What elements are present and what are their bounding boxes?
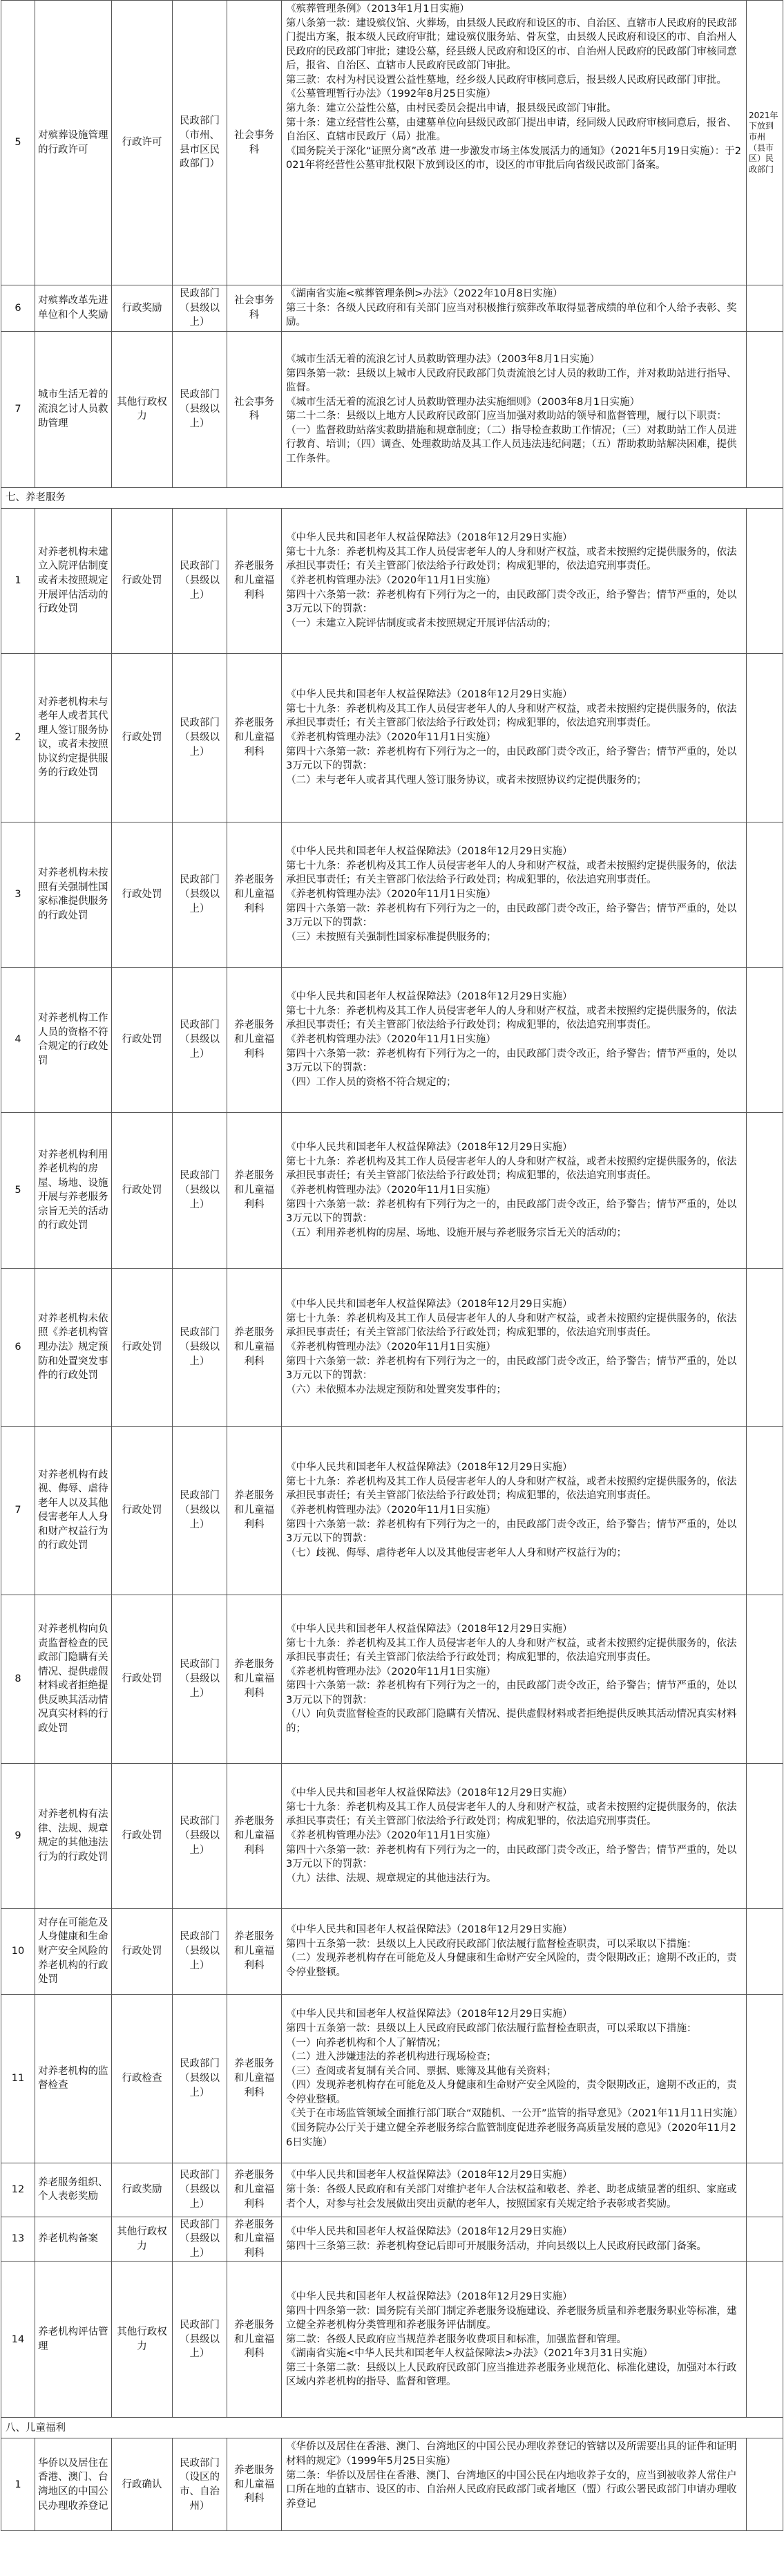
- implementing-department: 民政部门（县级以上）: [173, 2217, 227, 2262]
- table-row: [1, 1426, 783, 1595]
- implementing-department: 民政部门（县级以上）: [173, 331, 227, 487]
- remarks: [747, 2217, 783, 2262]
- legal-basis-line: 《中华人民共和国老年人权益保障法》（2018年12月29日实施）: [286, 1462, 573, 1474]
- legal-basis: [282, 822, 747, 967]
- remarks: [747, 2262, 783, 2418]
- implementing-department: 民政部门（县级以上）: [173, 1268, 227, 1426]
- legal-basis-line: 第八条第一款：建设殡仪馆、火葬场，由县级人民政府和设区的市、自治区、直辖市人民政府的民政部门提出方案，报本级人民政府审批；建设殡仪服务站、骨灰堂，由县级人民政府和设区的市、自治州人民政府的民政部门审批；建设公墓，经县级人民政府和设区的市、自治州人民政府的民政部门审核同意后，报省、自治区、直辖市人民政府民政部门审批。: [286, 17, 737, 72]
- implementing-department: 民政部门（县级以上）: [173, 1426, 227, 1595]
- remarks: [747, 1595, 783, 1763]
- responsible-office: 养老服务和儿童福利科: [227, 508, 282, 653]
- item-name: 对养老机构未与老年人或者其代理人签订服务协议，或者未按照协议约定提供服务的行政处罚: [35, 653, 112, 822]
- item-number: 1: [1, 2438, 35, 2531]
- responsible-office: 养老服务和儿童福利科: [227, 2262, 282, 2418]
- implementing-department: 民政部门（县级以上）: [173, 285, 227, 332]
- implementing-department: 民政部门（县级以上）: [173, 1763, 227, 1908]
- item-number: 7: [1, 331, 35, 487]
- remarks: [747, 331, 783, 487]
- table-row: [1, 1112, 783, 1268]
- legal-basis-line: 《中华人民共和国老年人权益保障法》（2018年12月29日实施）: [286, 2291, 573, 2302]
- table-row: [1, 2262, 783, 2418]
- table-row: [1, 2438, 783, 2531]
- item-name: 养老机构评估管理: [35, 2262, 112, 2418]
- item-type: 行政确认: [112, 2438, 173, 2531]
- legal-basis-line: 第四十五条第一款：县级以上人民政府民政部门依法履行监督检查职责，可以采取以下措施：: [286, 2022, 697, 2034]
- implementing-department: 民政部门（县级以上）: [173, 1595, 227, 1763]
- responsible-office: 养老服务和儿童福利科: [227, 1994, 282, 2163]
- legal-basis-line: 《中华人民共和国老年人权益保障法》（2018年12月29日实施）: [286, 532, 573, 544]
- item-number: 7: [1, 1426, 35, 1595]
- legal-basis-line: 第三十条第二款：县级以上人民政府民政部门应当推进养老服务业规范化、标准化建设，加强对本行政区域内养老机构的指导、监督和管理。: [286, 2362, 737, 2388]
- table-row: [1, 967, 783, 1112]
- legal-basis-line: 《中华人民共和国老年人权益保障法》（2018年12月29日实施）: [286, 2170, 573, 2181]
- legal-basis-line: 《湖南省实施<殡葬管理条例>办法》（2022年10月8日实施）: [286, 288, 563, 299]
- section-header-row: [1, 2418, 783, 2438]
- item-name: 对养老机构有法律、法规、规章规定的其他违法行为的行政处罚: [35, 1763, 112, 1908]
- legal-basis-line: （六）未依照本办法规定预防和处置突发事件的；: [286, 1384, 506, 1395]
- responsible-office: 社会事务科: [227, 1, 282, 285]
- legal-basis: [282, 2262, 747, 2418]
- legal-basis-line: 《中华人民共和国老年人权益保障法》（2018年12月29日实施）: [286, 2226, 573, 2238]
- legal-basis-line: 第二十二条：县级以上地方人民政府民政部门应当加强对救助站的领导和监督管理，履行以下职责：（一）监督救助站落实救助措施和规章制度；（二）指导检查救助工作情况；（三）对救助站工作人员进行教育、培训；（四）调查、处理救助站及其工作人员违法违纪问题；（五）帮助救助站解决困难，提供工作条件。: [286, 411, 737, 464]
- legal-basis-line: 《中华人民共和国老年人权益保障法》（2018年12月29日实施）: [286, 1623, 573, 1635]
- item-number: 9: [1, 1763, 35, 1908]
- table-row: [1, 2163, 783, 2217]
- legal-basis-line: 《养老机构管理办法》（2020年11月1日实施）: [286, 731, 496, 743]
- responsible-office: 养老服务和儿童福利科: [227, 1908, 282, 1994]
- item-type: 行政处罚: [112, 967, 173, 1112]
- item-type: 其他行政权力: [112, 331, 173, 487]
- item-number: 6: [1, 1268, 35, 1426]
- implementing-department: 民政部门（县级以上）: [173, 653, 227, 822]
- legal-basis-line: 第四十六条第一款：养老机构有下列行为之一的，由民政部门责令改正，给予警告；情节严重的，处以3万元以下的罚款：: [286, 1844, 737, 1870]
- legal-basis-line: 《养老机构管理办法》（2020年11月1日实施）: [286, 1666, 496, 1677]
- item-name: 对养老机构向负责监督检查的民政部门隐瞒有关情况、提供虚假材料或者拒绝提供反映其活动情况真实材料的行政处罚: [35, 1595, 112, 1763]
- legal-basis: [282, 1, 747, 285]
- responsible-office: 社会事务科: [227, 331, 282, 487]
- legal-basis-line: 第二款：各级人民政府应当规范养老服务收费项目和标准，加强监督和管理。: [286, 2333, 627, 2345]
- legal-basis-line: 《养老机构管理办法》（2020年11月1日实施）: [286, 574, 496, 586]
- item-number: 13: [1, 2217, 35, 2262]
- item-type: 其他行政权力: [112, 2262, 173, 2418]
- responsible-office: 养老服务和儿童福利科: [227, 2438, 282, 2531]
- legal-basis-line: （二）发现养老机构存在可能危及人身健康和生命财产安全风险的，责令限期改正；逾期不改正的，责令停业整顿。: [286, 1953, 737, 1978]
- legal-basis-line: （三）未按照有关强制性国家标准提供服务的；: [286, 931, 497, 943]
- remarks: [747, 1426, 783, 1595]
- legal-basis-line: 《养老机构管理办法》（2020年11月1日实施）: [286, 1504, 496, 1516]
- item-name: 对养老机构的监督检查: [35, 1994, 112, 2163]
- item-type: 行政处罚: [112, 1426, 173, 1595]
- responsible-office: 养老服务和儿童福利科: [227, 1426, 282, 1595]
- legal-basis-line: 第七十九条：养老机构及其工作人员侵害老年人的人身和财产权益，或者未按照约定提供服务的，依法承担民事责任；有关主管部门依法给予行政处罚；构成犯罪的，依法追究刑事责任。: [286, 1476, 737, 1502]
- legal-basis-line: 《殡葬管理条例》（2013年1月1日实施）: [286, 3, 470, 15]
- legal-basis: [282, 1112, 747, 1268]
- power-list-table: [1, 0, 783, 2531]
- item-type: 行政处罚: [112, 1595, 173, 1763]
- legal-basis-line: 第四十六条第一款：养老机构有下列行为之一的，由民政部门责令改正，给予警告；情节严重的，处以3万元以下的罚款：: [286, 746, 737, 772]
- legal-basis-line: 第九条：建立公益性公墓，由村民委员会提出申请，报县级民政部门审批。: [286, 103, 617, 115]
- item-number: 14: [1, 2262, 35, 2418]
- section-title: 八、儿童福利: [1, 2418, 783, 2438]
- legal-basis-line: 第三十条：各级人民政府和有关部门应当对积极推行殡葬改革取得显著成绩的单位和个人给予表彰、奖励。: [286, 302, 737, 328]
- legal-basis-line: 《中华人民共和国老年人权益保障法》（2018年12月29日实施）: [286, 689, 573, 701]
- legal-basis-line: 《养老机构管理办法》（2020年11月1日实施）: [286, 888, 496, 900]
- remarks: [747, 2438, 783, 2531]
- responsible-office: 养老服务和儿童福利科: [227, 653, 282, 822]
- item-name: 养老服务组织、个人表彰奖励: [35, 2163, 112, 2217]
- section-title: 七、养老服务: [1, 487, 783, 508]
- item-name: 对养老机构有歧视、侮辱、虐待老年人以及其他侵害老年人人身和财产权益行为的行政处罚: [35, 1426, 112, 1595]
- legal-basis: [282, 1994, 747, 2163]
- remarks: [747, 967, 783, 1112]
- item-number: 10: [1, 1908, 35, 1994]
- remarks: [747, 1763, 783, 1908]
- legal-basis: [282, 1908, 747, 1994]
- responsible-office: 养老服务和儿童福利科: [227, 1595, 282, 1763]
- item-name: 对养老机构利用养老机构的房屋、场地、设施开展与养老服务宗旨无关的活动的行政处罚: [35, 1112, 112, 1268]
- legal-basis-line: 《中华人民共和国老年人权益保障法》（2018年12月29日实施）: [286, 1787, 573, 1799]
- implementing-department: 民政部门（县级以上）: [173, 1994, 227, 2163]
- item-type: 行政检查: [112, 1994, 173, 2163]
- table-row: [1, 508, 783, 653]
- item-type: 行政处罚: [112, 508, 173, 653]
- table-row: [1, 331, 783, 487]
- implementing-department: 民政部门（县级以上）: [173, 1908, 227, 1994]
- remarks: [747, 1268, 783, 1426]
- table-row: [1, 1, 783, 285]
- item-type: 行政许可: [112, 1, 173, 285]
- legal-basis: [282, 331, 747, 487]
- legal-basis: [282, 285, 747, 332]
- legal-basis-line: 第四十三条第三款：养老机构登记后即可开展服务活动，并向县级以上人民政府民政部门备案。: [286, 2240, 707, 2252]
- item-type: 行政处罚: [112, 822, 173, 967]
- implementing-department: 民政部门（设区的市、自治州）: [173, 2438, 227, 2531]
- legal-basis-line: 第四十六条第一款：养老机构有下列行为之一的，由民政部门责令改正，给予警告；情节严重的，处以3万元以下的罚款：: [286, 589, 737, 615]
- item-number: 5: [1, 1, 35, 285]
- table-row: [1, 1763, 783, 1908]
- legal-basis-line: 第七十九条：养老机构及其工作人员侵害老年人的人身和财产权益，或者未按照约定提供服务的，依法承担民事责任；有关主管部门依法给予行政处罚；构成犯罪的，依法追究刑事责任。: [286, 1005, 737, 1031]
- legal-basis-line: 第七十九条：养老机构及其工作人员侵害老年人的人身和财产权益，或者未按照约定提供服务的，依法承担民事责任；有关主管部门依法给予行政处罚；构成犯罪的，依法追究刑事责任。: [286, 1801, 737, 1827]
- item-type: 其他行政权力: [112, 2217, 173, 2262]
- legal-basis-line: 《国务院关于深化“证照分离”改革 进一步激发市场主体发展活力的通知》（2021年5月19日实施）：于2021年将经营性公墓审批权限下放到设区的市，设区的市审批后向省级民政部门备案。: [286, 145, 741, 171]
- legal-basis-line: 《城市生活无着的流浪乞讨人员救助管理办法》（2003年8月1日实施）: [286, 353, 600, 365]
- remarks: [747, 285, 783, 332]
- legal-basis-line: 第十条：各级人民政府和有关部门对维护老年人合法权益和敬老、养老、助老成绩显著的组织、家庭或者个人，对参与社会发展做出突出贡献的老年人，按照国家有关规定给予表彰或者奖励。: [286, 2183, 737, 2210]
- remarks: [747, 1112, 783, 1268]
- responsible-office: 养老服务和儿童福利科: [227, 1112, 282, 1268]
- item-name: 对养老机构工作人员的资格不符合规定的行政处罚: [35, 967, 112, 1112]
- remarks: [747, 1908, 783, 1994]
- item-name: 城市生活无着的流浪乞讨人员救助管理: [35, 331, 112, 487]
- legal-basis-line: 第七十九条：养老机构及其工作人员侵害老年人的人身和财产权益，或者未按照约定提供服务的，依法承担民事责任；有关主管部门依法给予行政处罚；构成犯罪的，依法追究刑事责任。: [286, 1637, 737, 1664]
- table-row: [1, 1268, 783, 1426]
- responsible-office: 养老服务和儿童福利科: [227, 967, 282, 1112]
- responsible-office: 社会事务科: [227, 285, 282, 332]
- legal-basis-line: 第七十九条：养老机构及其工作人员侵害老年人的人身和财产权益，或者未按照约定提供服务的，依法承担民事责任；有关主管部门依法给予行政处罚；构成犯罪的，依法追究刑事责任。: [286, 1313, 737, 1339]
- item-number: 6: [1, 285, 35, 332]
- legal-basis: [282, 508, 747, 653]
- legal-basis-line: （一）未建立入院评估制度或者未按照规定开展评估活动的；: [286, 617, 557, 629]
- item-type: 行政处罚: [112, 653, 173, 822]
- legal-basis: [282, 653, 747, 822]
- item-number: 5: [1, 1112, 35, 1268]
- section-header-row: [1, 487, 783, 508]
- item-type: 行政处罚: [112, 1908, 173, 1994]
- item-name: 对养老机构未依照《养老机构管理办法》规定预防和处置突发事件的行政处罚: [35, 1268, 112, 1426]
- remarks: [747, 2163, 783, 2217]
- legal-basis: [282, 967, 747, 1112]
- legal-basis: [282, 1268, 747, 1426]
- legal-basis-line: 《养老机构管理办法》（2020年11月1日实施）: [286, 1184, 496, 1196]
- legal-basis-line: 第四十六条第一款：养老机构有下列行为之一的，由民政部门责令改正，给予警告；情节严重的，处以3万元以下的罚款：: [286, 1048, 737, 1074]
- legal-basis-line: （一）向养老机构和个人了解情况；: [286, 2037, 446, 2049]
- responsible-office: 养老服务和儿童福利科: [227, 2217, 282, 2262]
- legal-basis: [282, 1595, 747, 1763]
- legal-basis-line: 《公墓管理暂行办法》（1992年8月25日实施）: [286, 88, 496, 100]
- responsible-office: 养老服务和儿童福利科: [227, 2163, 282, 2217]
- item-name: 华侨以及居住在香港、澳门、台湾地区的中国公民办理收养登记: [35, 2438, 112, 2531]
- legal-basis-line: 《华侨以及居住在香港、澳门、台湾地区的中国公民办理收养登记的管辖以及所需要出具的证件和证明材料的规定》（1999年5月25日实施）: [286, 2441, 737, 2467]
- table-row: [1, 1994, 783, 2163]
- legal-basis-line: 《养老机构管理办法》（2020年11月1日实施）: [286, 1341, 496, 1353]
- responsible-office: 养老服务和儿童福利科: [227, 1763, 282, 1908]
- implementing-department: 民政部门（县级以上）: [173, 2163, 227, 2217]
- item-name: 养老机构备案: [35, 2217, 112, 2262]
- legal-basis-line: 第四十六条第一款：养老机构有下列行为之一的，由民政部门责令改正，给予警告；情节严重的，处以3万元以下的罚款：: [286, 1198, 737, 1225]
- legal-basis-line: 第四十六条第一款：养老机构有下列行为之一的，由民政部门责令改正，给予警告；情节严重的，处以3万元以下的罚款：: [286, 1355, 737, 1382]
- legal-basis-line: 《中华人民共和国老年人权益保障法》（2018年12月29日实施）: [286, 991, 573, 1003]
- legal-basis-line: （二）未与老年人或者其代理人签订服务协议，或者未按照协议约定提供服务的；: [286, 774, 647, 786]
- item-number: 2: [1, 653, 35, 822]
- legal-basis-line: 第七十九条：养老机构及其工作人员侵害老年人的人身和财产权益，或者未按照约定提供服务的，依法承担民事责任；有关主管部门依法给予行政处罚；构成犯罪的，依法追究刑事责任。: [286, 860, 737, 886]
- legal-basis-line: 第四条第一款：县级以上城市人民政府民政部门负责流浪乞讨人员的救助工作，并对救助站进行指导、监督。: [286, 368, 737, 394]
- legal-basis-line: 第四十四条第一款：国务院有关部门制定养老服务设施建设、养老服务质量和养老服务职业等标准，建立健全养老机构分类管理和养老服务评估制度。: [286, 2305, 737, 2331]
- item-type: 行政处罚: [112, 1112, 173, 1268]
- item-number: 3: [1, 822, 35, 967]
- legal-basis-line: （八）向负责监督检查的民政部门隐瞒有关情况、提供虚假材料或者拒绝提供反映其活动情况真实材料的；: [286, 1709, 737, 1734]
- responsible-office: 养老服务和儿童福利科: [227, 822, 282, 967]
- legal-basis-line: 第三款：农村为村民设置公益性墓地，经乡级人民政府审核同意后，报县级人民政府民政部门审批。: [286, 74, 727, 86]
- table-row: [1, 822, 783, 967]
- legal-basis: [282, 2438, 747, 2531]
- implementing-department: 民政部门（县级以上）: [173, 2262, 227, 2418]
- table-row: [1, 653, 783, 822]
- item-type: 行政奖励: [112, 2163, 173, 2217]
- legal-basis-line: 《养老机构管理办法》（2020年11月1日实施）: [286, 1830, 496, 1841]
- legal-basis-line: 第七十九条：养老机构及其工作人员侵害老年人的人身和财产权益，或者未按照约定提供服务的，依法承担民事责任；有关主管部门依法给予行政处罚；构成犯罪的，依法追究刑事责任。: [286, 546, 737, 572]
- legal-basis-line: 第七十九条：养老机构及其工作人员侵害老年人的人身和财产权益，或者未按照约定提供服务的，依法承担民事责任；有关主管部门依法给予行政处罚；构成犯罪的，依法追究刑事责任。: [286, 703, 737, 729]
- legal-basis-line: 第二条：华侨以及居住在香港、澳门、台湾地区的中国公民在内地收养子女的，应当到被收养人常住户口所在地的直辖市、设区的市、自治州人民政府民政部门或者地区（盟）行政公署民政部门申请办理收养登记: [286, 2470, 737, 2510]
- item-name: 对存在可能危及人身健康和生命财产安全风险的养老机构的行政处罚: [35, 1908, 112, 1994]
- legal-basis-line: （四）工作人员的资格不符合规定的；: [286, 1076, 457, 1088]
- legal-basis-line: （三）查阅或者复制有关合同、票据、账簿及其他有关资料；: [286, 2065, 557, 2077]
- legal-basis-line: 《中华人民共和国老年人权益保障法》（2018年12月29日实施）: [286, 846, 573, 858]
- legal-basis: [282, 2217, 747, 2262]
- implementing-department: 民政部门（县级以上）: [173, 967, 227, 1112]
- legal-basis-line: 第四十五条第一款：县级以上人民政府民政部门依法履行监督检查职责，可以采取以下措施：: [286, 1938, 697, 1950]
- legal-basis-line: 《中华人民共和国老年人权益保障法》（2018年12月29日实施）: [286, 1924, 573, 1936]
- item-number: 11: [1, 1994, 35, 2163]
- implementing-department: 民政部门（市州、县市区民政部门）: [173, 1, 227, 285]
- legal-basis-line: 第七十九条：养老机构及其工作人员侵害老年人的人身和财产权益，或者未按照约定提供服务的，依法承担民事责任；有关主管部门依法给予行政处罚；构成犯罪的，依法追究刑事责任。: [286, 1156, 737, 1182]
- item-type: 行政处罚: [112, 1268, 173, 1426]
- legal-basis-line: 《中华人民共和国老年人权益保障法》（2018年12月29日实施）: [286, 1299, 573, 1310]
- table-row: [1, 1908, 783, 1994]
- remarks: [747, 653, 783, 822]
- remarks: [747, 1994, 783, 2163]
- item-name: 对殡葬改革先进单位和个人奖励: [35, 285, 112, 332]
- remarks: 2021年下放到市州（县市区）民政部门: [747, 1, 783, 285]
- legal-basis-line: 《湖南省实施<中华人民共和国老年人权益保障法>办法》（2021年3月31日实施）: [286, 2348, 653, 2360]
- legal-basis-line: 第四十六条第一款：养老机构有下列行为之一的，由民政部门责令改正，给予警告；情节严重的，处以3万元以下的罚款：: [286, 903, 737, 929]
- implementing-department: 民政部门（县级以上）: [173, 508, 227, 653]
- legal-basis-line: （七）歧视、侮辱、虐待老年人以及其他侵害老年人人身和财产权益行为的；: [286, 1547, 627, 1559]
- table-row: [1, 1595, 783, 1763]
- legal-basis-line: 《中华人民共和国老年人权益保障法》（2018年12月29日实施）: [286, 1142, 573, 1154]
- item-name: 对殡葬设施管理的行政许可: [35, 1, 112, 285]
- legal-basis-line: 第十条：建立经营性公墓，由建墓单位向县级民政部门提出申请，经同级人民政府审核同意后，报省、自治区、直辖市民政厅（局）批准。: [286, 117, 737, 143]
- implementing-department: 民政部门（县级以上）: [173, 1112, 227, 1268]
- legal-basis-line: 《关于在市场监管领域全面推行部门联合“双随机、一公开”监管的指导意见》（2021年11月11日实施）: [286, 2108, 743, 2120]
- item-number: 4: [1, 967, 35, 1112]
- legal-basis: [282, 2163, 747, 2217]
- item-name: 对养老机构未按照有关强制性国家标准提供服务的行政处罚: [35, 822, 112, 967]
- table-body: [1, 1, 783, 2531]
- item-number: 1: [1, 508, 35, 653]
- table-row: [1, 285, 783, 332]
- remarks: [747, 508, 783, 653]
- table-row: [1, 2217, 783, 2262]
- legal-basis-line: （四）发现养老机构存在可能危及人身健康和生命财产安全风险的，责令限期改正，逾期不改正的，责令停业整顿。: [286, 2080, 737, 2105]
- legal-basis-line: 第四十六条第一款：养老机构有下列行为之一的，由民政部门责令改正，给予警告；情节严重的，处以3万元以下的罚款：: [286, 1680, 737, 1706]
- implementing-department: 民政部门（县级以上）: [173, 822, 227, 967]
- responsible-office: 养老服务和儿童福利科: [227, 1268, 282, 1426]
- legal-basis-line: 《中华人民共和国老年人权益保障法》（2018年12月29日实施）: [286, 2009, 573, 2020]
- item-type: 行政处罚: [112, 1763, 173, 1908]
- legal-basis-line: （五）利用养老机构的房屋、场地、设施开展与养老服务宗旨无关的活动的；: [286, 1227, 627, 1239]
- legal-basis-line: 《国务院办公厅关于建立健全养老服务综合监管制度促进养老服务高质量发展的意见》（2020年11月26日实施）: [286, 2122, 736, 2148]
- item-type: 行政奖励: [112, 285, 173, 332]
- legal-basis-line: 《城市生活无着的流浪乞讨人员救助管理办法实施细则》（2003年8月1日实施）: [286, 396, 640, 408]
- legal-basis-line: （九）法律、法规、规章规定的其他违法行为。: [286, 1872, 497, 1884]
- remarks: [747, 822, 783, 967]
- legal-basis-line: 第四十六条第一款：养老机构有下列行为之一的，由民政部门责令改正，给予警告；情节严重的，处以3万元以下的罚款：: [286, 1519, 737, 1545]
- item-number: 8: [1, 1595, 35, 1763]
- legal-basis-line: （二）进入涉嫌违法的养老机构进行现场检查；: [286, 2051, 497, 2063]
- item-name: 对养老机构未建立入院评估制度或者未按照规定开展评估活动的行政处罚: [35, 508, 112, 653]
- item-number: 12: [1, 2163, 35, 2217]
- legal-basis: [282, 1763, 747, 1908]
- legal-basis: [282, 1426, 747, 1595]
- legal-basis-line: 《养老机构管理办法》（2020年11月1日实施）: [286, 1033, 496, 1045]
